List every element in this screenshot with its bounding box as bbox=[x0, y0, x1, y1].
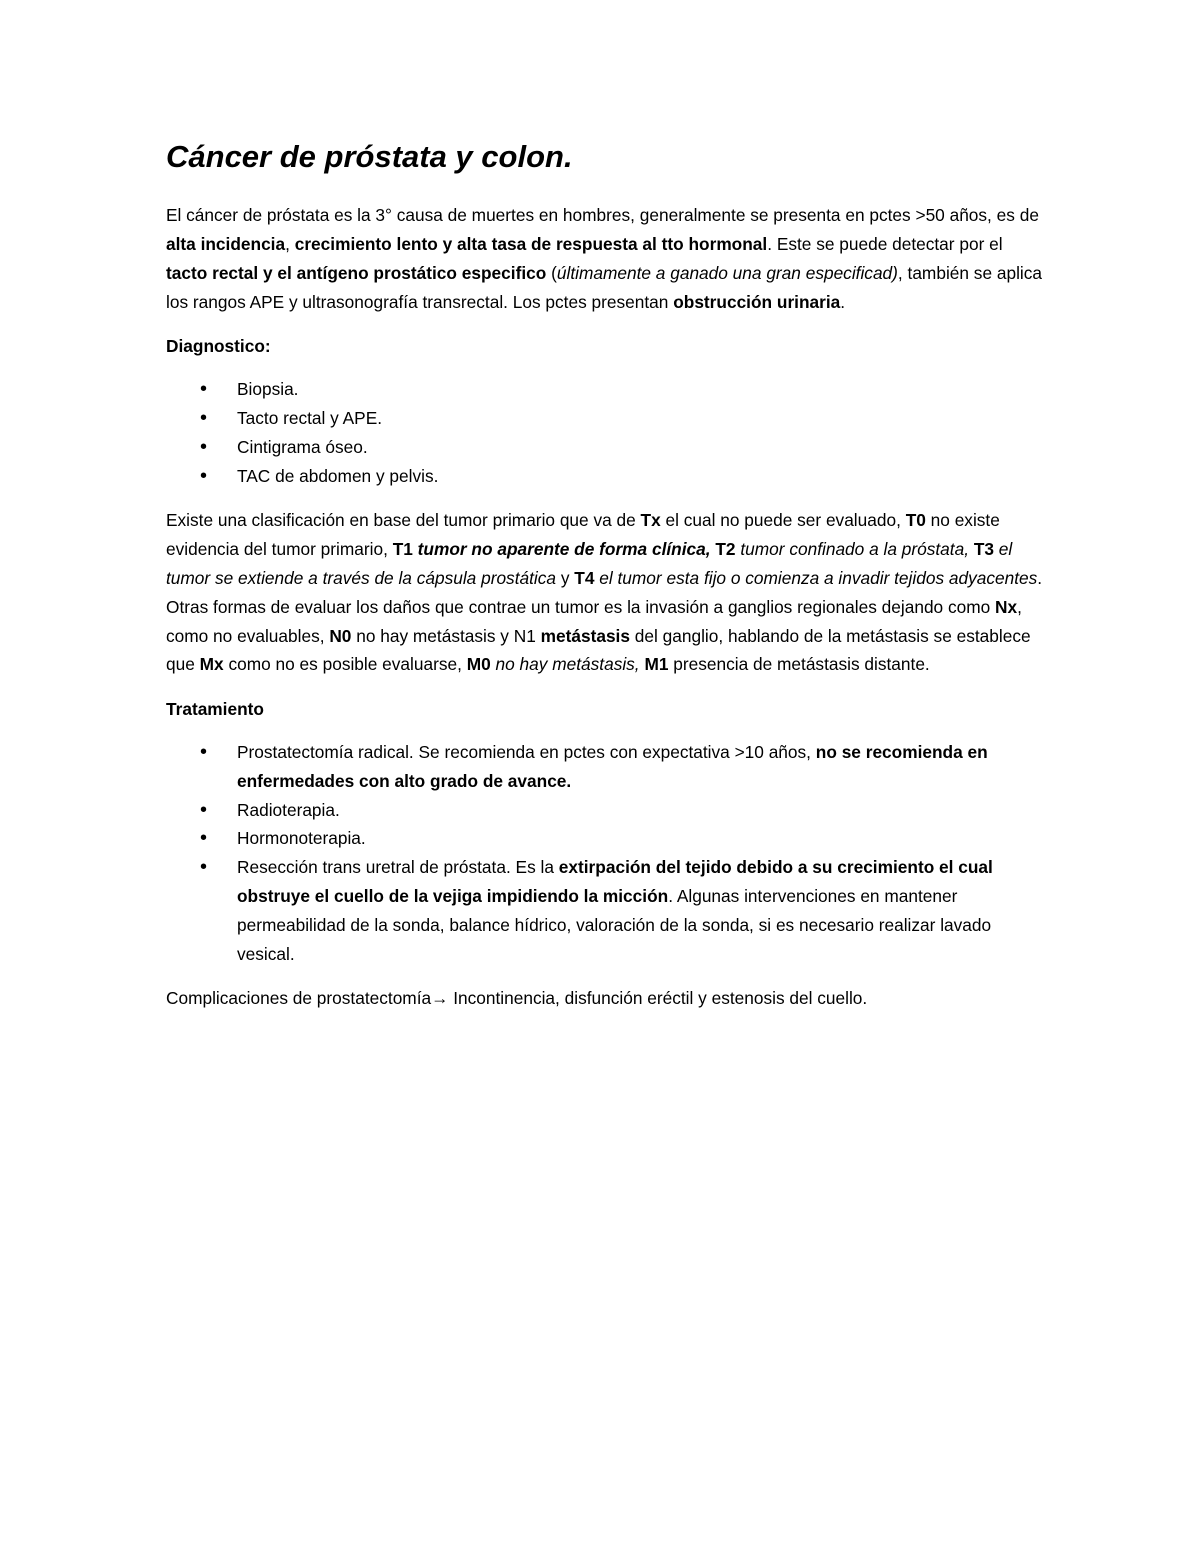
list-item: • Resección trans uretral de próstata. Es la extirpación del tejido debido a su crecimiento el cual obstruye el cuello de la vejiga impidiendo la micción. Algunas intervenciones en mantener permeabilidad de la sonda, balance hídrico, valoración de la sonda, si es necesario realizar lavado vesical. bbox=[166, 853, 1046, 968]
list-item: • Tacto rectal y APE. bbox=[166, 404, 1046, 433]
diagnostico-list bbox=[166, 375, 1046, 490]
tratamiento-heading: Tratamiento bbox=[166, 699, 264, 720]
intro-paragraph: El cáncer de próstata es la 3° causa de muertes en hombres, generalmente se presenta en pctes >50 años, es de alta incidencia, crecimiento lento y alta tasa de respuesta al tto hormonal. Este se puede detectar por el tacto rectal y el antígeno prostático especifico (últimamente a ganado una gran especificad), también se aplica los rangos APE y ultrasonografía transrectal. Los pctes presentan obstrucción urinaria. bbox=[166, 205, 1043, 312]
list-item: • Cintigrama óseo. bbox=[166, 433, 1046, 462]
list-item: • Prostatectomía radical. Se recomienda en pctes con expectativa >10 años, no se recomienda en enfermedades con alto grado de avance. bbox=[166, 738, 1046, 796]
list-item: • Radioterapia. bbox=[166, 796, 1046, 825]
arrow-icon: → bbox=[431, 988, 449, 1009]
list-item: • TAC de abdomen y pelvis. bbox=[166, 462, 1046, 491]
document-title: Cáncer de próstata y colon. bbox=[166, 139, 573, 174]
complicaciones-paragraph: Complicaciones de prostatectomía→ Incontinencia, disfunción eréctil y estenosis del cuello. bbox=[166, 988, 868, 1009]
document-page bbox=[166, 138, 1046, 1029]
list-item: • Hormonoterapia. bbox=[166, 824, 1046, 853]
diagnostico-heading: Diagnostico: bbox=[166, 336, 271, 357]
list-item: • Biopsia. bbox=[166, 375, 1046, 404]
tratamiento-list bbox=[166, 738, 1046, 968]
clasificacion-paragraph: Existe una clasificación en base del tumor primario que va de Tx el cual no puede ser evaluado, T0 no existe evidencia del tumor primario, T1 tumor no aparente de forma clínica, T2 tumor confinado a la próstata, T3 el tumor se extiende a través de la cápsula prostática y T4 el tumor esta fijo o comienza a invadir tejidos adyacentes. Otras formas de evaluar los daños que contrae un tumor es la invasión a ganglios regionales dejando como Nx, como no evaluables, N0 no hay metástasis y N1 metástasis del ganglio, hablando de la metástasis se establece que Mx como no es posible evaluarse, M0 no hay metástasis, M1 presencia de metástasis distante. bbox=[166, 510, 1043, 675]
